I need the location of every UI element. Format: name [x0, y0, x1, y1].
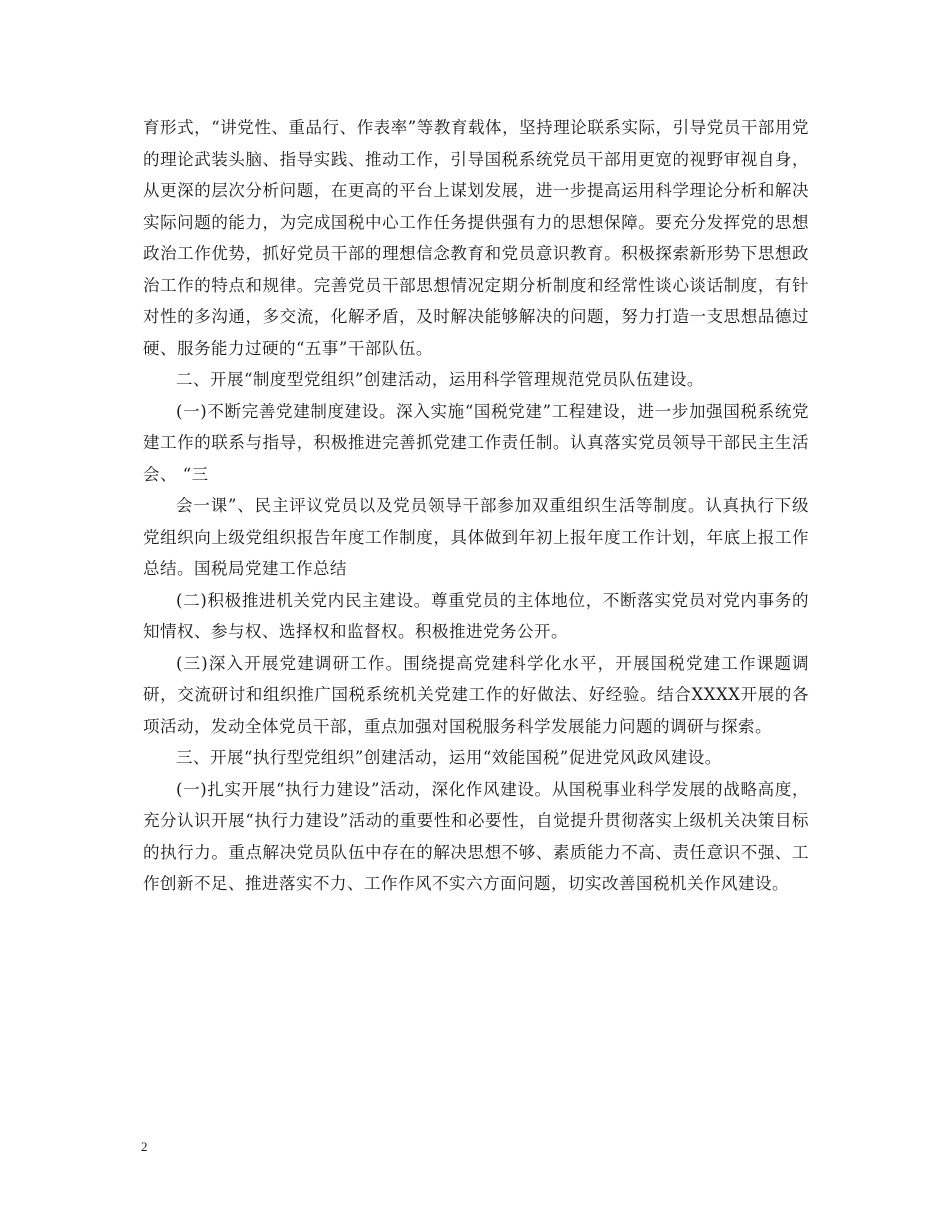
- paragraph-2-1-continued: 会一课”、民主评议党员以及党员领导干部参加双重组织生活等制度。认真执行下级党组织向上级党组织报告年度工作制度，具体做到年初上报年度工作计划，年底上报工作总结。国税局党建工作总结: [143, 496, 809, 578]
- paragraph-2-3: (三)深入开展党建调研工作。围绕提高党建科学化水平，开展国税党建工作课题调研，交流研讨和组织推广国税系统机关党建工作的好做法、好经验。结合XXXX开展的各项活动，发动全体党员干部，重点加强对国税服务科学发展能力问题的调研与探索。: [143, 653, 809, 736]
- body-text: [143, 112, 809, 900]
- paragraph-2-1: (一)不断完善党建制度建设。深入实施“国税党建”工程建设，进一步加强国税系统党建工作的联系与指导，积极推进完善抓党建工作责任制。认真落实党员领导干部民主生活会、 “三: [143, 401, 809, 484]
- paragraph-3-1: (一)扎实开展“执行力建设”活动，深化作风建设。从国税事业科学发展的战略高度，充分认识开展“执行力建设”活动的重要性和必要性，自觉提升贯彻落实上级机关决策目标的执行力。重点解决党员队伍中存在的解决思想不够、素质能力不高、责任意识不强、工作创新不足、推进落实不力、工作作风不实六方面问题，切实改善国税机关作风建设。: [143, 779, 809, 893]
- section-heading-2: 二、开展“制度型党组织”创建活动，运用科学管理规范党员队伍建设。: [176, 370, 704, 389]
- section-heading-3: 三、开展“执行型党组织”创建活动，运用“效能国税”促进党风政风建设。: [176, 748, 722, 767]
- paragraph-2-2: (二)积极推进机关党内民主建设。尊重党员的主体地位，不断落实党员对党内事务的知情权、参与权、选择权和监督权。积极推进党务公开。: [143, 590, 809, 641]
- page-number: 2: [141, 1139, 148, 1154]
- paragraph-continuation: 育形式，“讲党性、重品行、作表率”等教育载体，坚持理论联系实际，引导党员干部用党的理论武装头脑、指导实践、推动工作，引导国税系统党员干部用更宽的视野审视自身，从更深的层次分析问题，在更高的平台上谋划发展，进一步提高运用科学理论分析和解决实际问题的能力，为完成国税中心工作任务提供强有力的思想保障。要充分发挥党的思想政治工作优势，抓好党员干部的理想信念教育和党员意识教育。积极探索新形势下思想政治工作的特点和规律。完善党员干部思想情况定期分析制度和经常性谈心谈话制度，有针对性的多沟通，多交流，化解矛盾，及时解决能够解决的问题，努力打造一支思想品德过硬、服务能力过硬的“五事”干部队伍。: [143, 118, 809, 358]
